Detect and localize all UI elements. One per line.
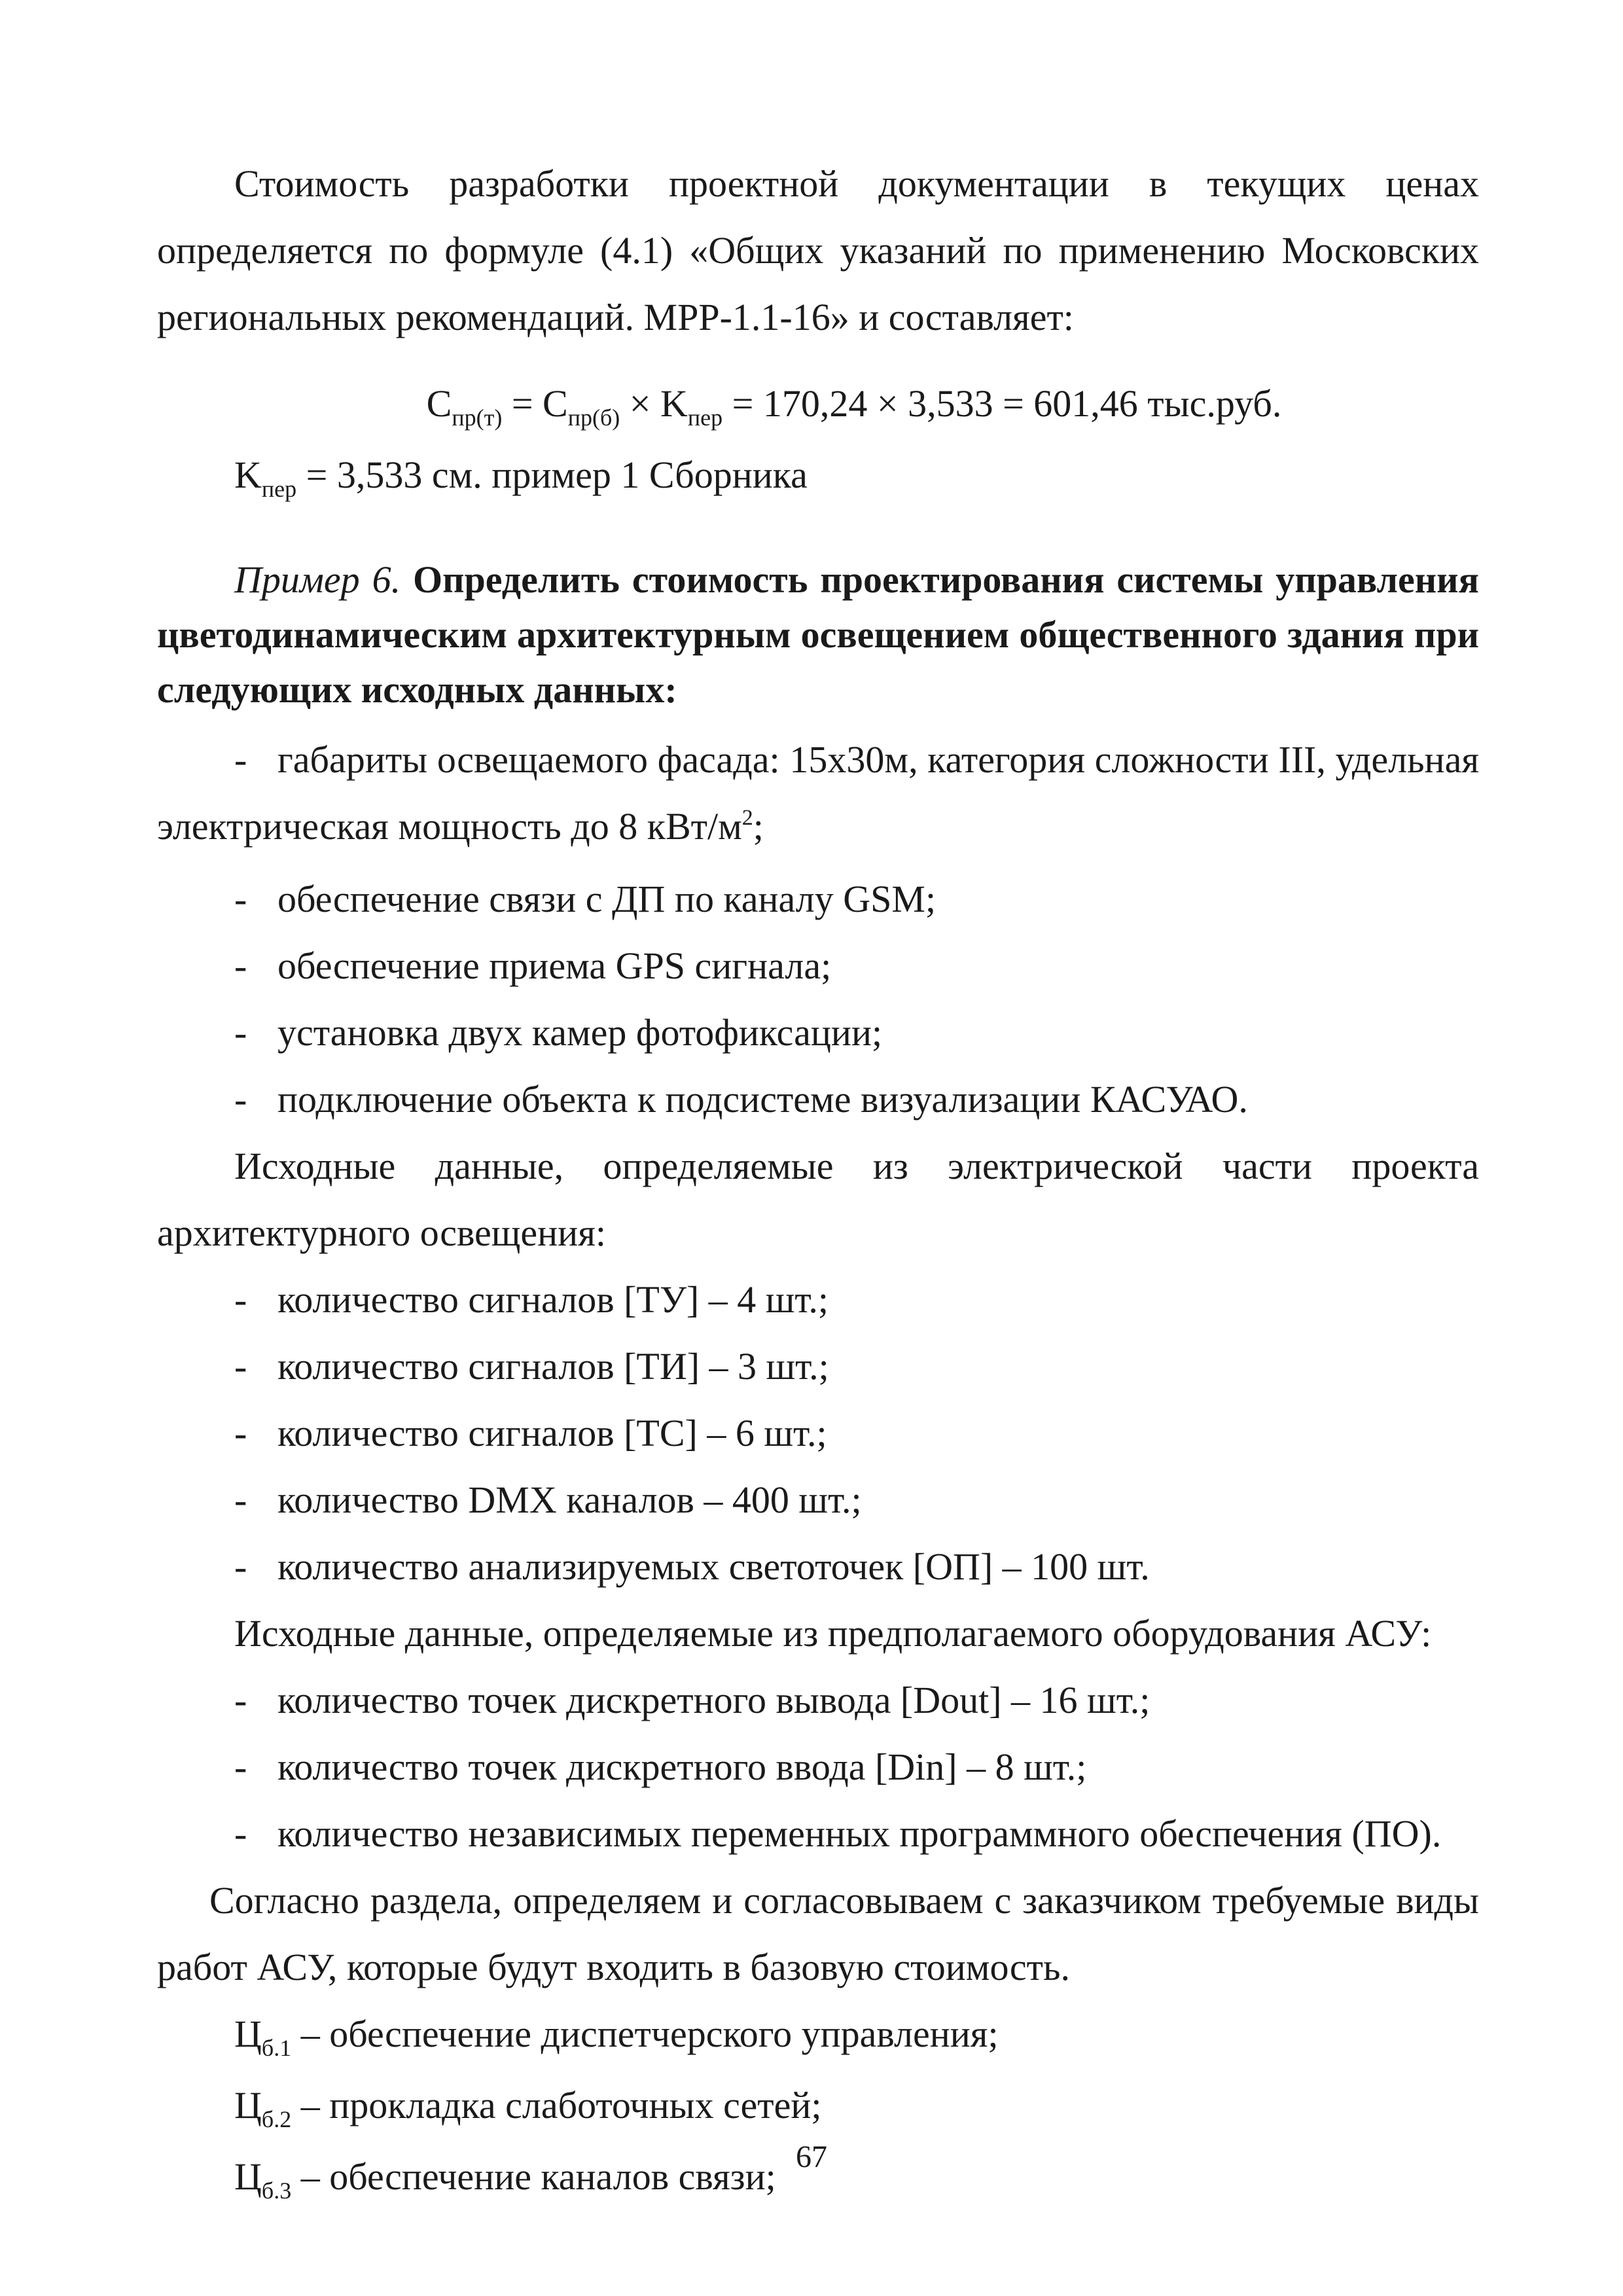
list-dash: - [234, 1011, 247, 1054]
formula-result: = 170,24 × 3,533 = 601,46 тыс.руб. [722, 382, 1282, 425]
list-dash: - [234, 1345, 247, 1388]
list-dash: - [234, 1479, 247, 1521]
base-work-symbol: Ц [234, 2155, 262, 2198]
list-item-text: количество анализируемых светоточек [ОП] – 100 шт. [277, 1545, 1150, 1588]
cost-formula [157, 370, 1479, 442]
list-dash: - [234, 1412, 247, 1454]
base-work-subscript: б.1 [261, 2035, 292, 2061]
list-dash: - [234, 1545, 247, 1588]
paragraph-cost: Стоимость разработки проектной документации в текущих ценах определяется по формуле (4.1) «Общих указаний по применению Московских региональных рекомендаций. МРР-1.1-16» и составляет: [157, 162, 1479, 338]
list-item-text: габариты освещаемого фасада: 15х30м, категория сложности III, удельная электрическая мощность до 8 кВт/м [157, 738, 1479, 848]
example-title: Определить стоимость проектирования системы управления цветодинамическим архитектурным освещением общественного здания при следующих исходных данных: [157, 558, 1479, 711]
list-item-text: количество точек дискретного ввода [Din] – 8 шт.; [277, 1746, 1087, 1788]
list-item-text: количество независимых переменных программного обеспечения (ПО). [277, 1812, 1442, 1855]
list-item-text: обеспечение связи с ДП по каналу GSM; [277, 878, 936, 920]
paragraph-asu: Исходные данные, определяемые из предполагаемого оборудования АСУ: [234, 1612, 1432, 1655]
base-work-subscript: б.3 [261, 2178, 292, 2204]
document-page [157, 151, 1479, 2215]
list-dash: - [234, 878, 247, 920]
list-item [157, 1534, 1479, 1600]
list-item [157, 1667, 1479, 1734]
base-work-symbol: Ц [234, 2084, 262, 2126]
superscript: 2 [741, 806, 753, 830]
list-dash: - [234, 1812, 247, 1855]
kper-subscript: пер [261, 476, 297, 502]
formula-subscript: пр(т) [452, 404, 503, 431]
list-item [157, 866, 1479, 933]
kper-value: = 3,533 см. пример 1 Сборника [296, 454, 808, 496]
list-item-text: количество DMX каналов – 400 шт.; [277, 1479, 862, 1521]
list-item [157, 1066, 1479, 1133]
list-item [157, 999, 1479, 1066]
formula-subscript: пер [687, 404, 723, 431]
formula-part: = C [502, 382, 568, 425]
base-work-item [157, 2072, 1479, 2144]
base-work-subscript: б.2 [261, 2106, 292, 2132]
paragraph-section: Согласно раздела, определяем и согласовываем с заказчиком требуемые виды работ АСУ, которые будут входить в базовую стоимость. [157, 1879, 1479, 1988]
list-item [157, 1467, 1479, 1534]
list-dash: - [234, 1679, 247, 1721]
list-item-text: количество сигналов [ТИ] – 3 шт.; [277, 1345, 829, 1388]
list-item-text: количество сигналов [ТУ] – 4 шт.; [277, 1278, 829, 1321]
list-dash: - [234, 1278, 247, 1321]
paragraph-electric: Исходные данные, определяемые из электрической части проекта архитектурного освещения: [157, 1145, 1479, 1254]
page-number: 67 [796, 2140, 827, 2174]
asu-items-list [157, 1667, 1479, 1867]
list-item-text: количество точек дискретного вывода [Dout] – 16 шт.; [277, 1679, 1150, 1721]
list-item-text: обеспечение приема GPS сигнала; [277, 944, 832, 987]
list-dash: - [234, 1078, 247, 1121]
initial-items-list [157, 866, 1479, 1133]
list-item [157, 1801, 1479, 1867]
list-item [157, 933, 1479, 999]
base-work-text: – обеспечение каналов связи; [291, 2155, 776, 2198]
list-dash: - [234, 738, 247, 781]
formula-part: × K [620, 382, 688, 425]
formula-symbol: C [426, 382, 452, 425]
example-label: Пример 6. [234, 558, 401, 601]
kper-line [157, 442, 1479, 513]
list-item-facade [157, 726, 1479, 866]
electric-items-list [157, 1266, 1479, 1600]
list-item [157, 1734, 1479, 1801]
list-item-text: подключение объекта к подсистеме визуализации КАСУАО. [277, 1078, 1248, 1121]
example-heading [157, 552, 1479, 717]
list-item-end: ; [753, 805, 764, 848]
list-item [157, 1266, 1479, 1333]
list-item [157, 1400, 1479, 1467]
list-item-text: установка двух камер фотофиксации; [277, 1011, 883, 1054]
list-dash: - [234, 944, 247, 987]
list-item-text: количество сигналов [ТС] – 6 шт.; [277, 1412, 827, 1454]
base-works-list [157, 2001, 1479, 2215]
kper-symbol: K [234, 454, 262, 496]
list-item [157, 1333, 1479, 1400]
formula-subscript: пр(б) [567, 404, 620, 431]
base-work-text: – прокладка слаботочных сетей; [291, 2084, 822, 2126]
base-work-symbol: Ц [234, 2013, 262, 2055]
base-work-text: – обеспечение диспетчерского управления; [291, 2013, 999, 2055]
base-work-item [157, 2001, 1479, 2072]
list-dash: - [234, 1746, 247, 1788]
